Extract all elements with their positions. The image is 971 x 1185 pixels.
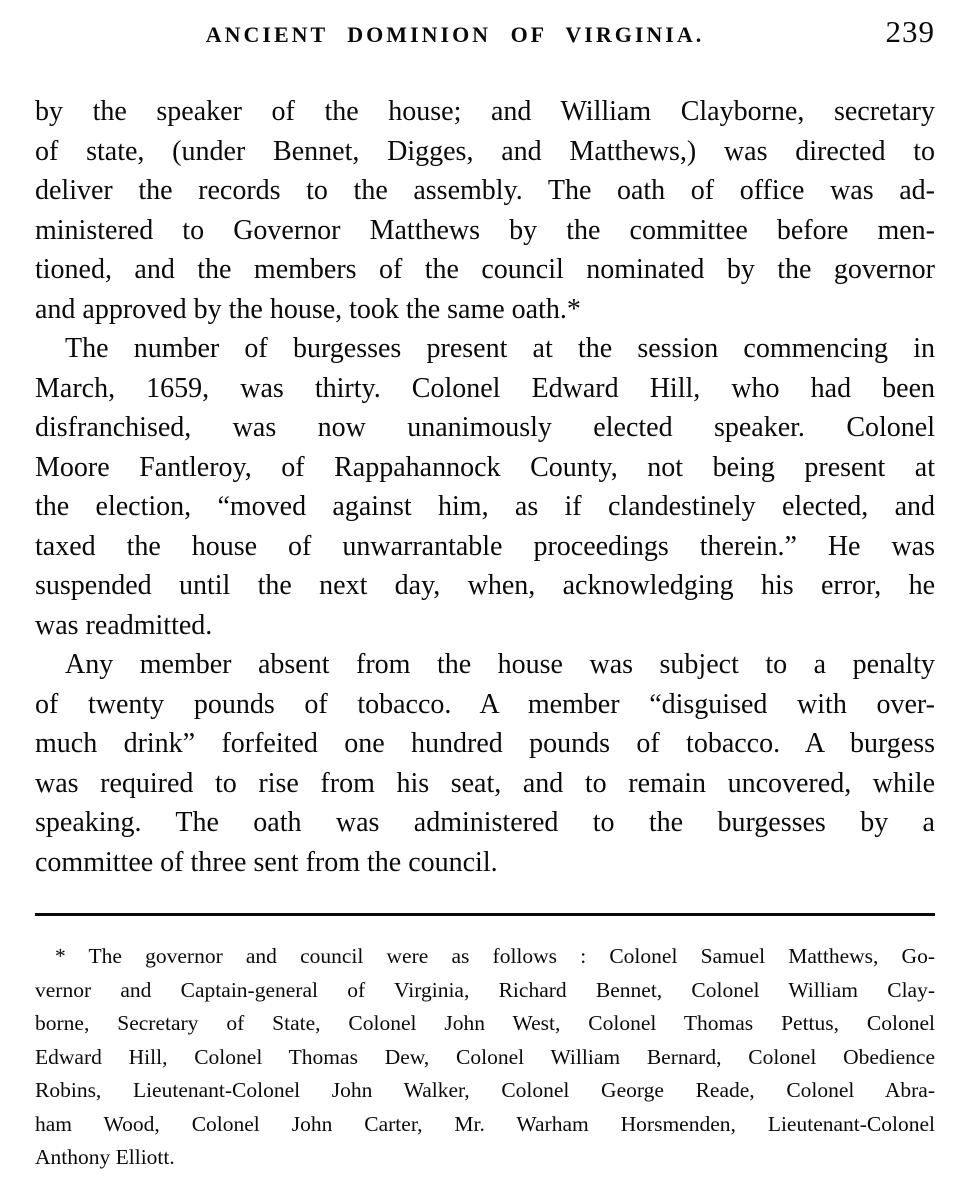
text-line: taxed the house of unwarrantable proceedings therein.” He was (35, 530, 935, 562)
text-line: disfranchised, was now unanimously elected speaker. Colonel (35, 412, 935, 443)
footnote-line: ham Wood, Colonel John Carter, Mr. Warham Horsmenden, Lieutenant-Colonel (35, 1111, 935, 1136)
text-line: much drink” forfeited one hundred pounds of tobacco. A burgess (35, 728, 935, 759)
text-line: the election, “moved against him, as if clandestinely elected, and (35, 491, 935, 522)
footnote-line: borne, Secretary of State, Colonel John West, Colonel Thomas Pettus, Colonel (35, 1011, 935, 1035)
text-line: deliver the records to the assembly. The oath of office was ad- (35, 175, 935, 206)
text-line: The number of burgesses present at the session commencing in (65, 333, 935, 364)
footnote (35, 940, 935, 1175)
footnote-line: * The governor and council were as follows : Colonel Samuel Matthews, Go- (55, 944, 935, 968)
footnote-divider (35, 913, 935, 916)
text-line: March, 1659, was thirty. Colonel Edward Hill, who had been (35, 372, 935, 404)
paragraph (35, 92, 935, 329)
text-line: ministered to Governor Matthews by the committee before men- (35, 214, 935, 246)
text-line: speaking. The oath was administered to the burgesses by a (35, 807, 935, 838)
paragraph (35, 645, 935, 882)
text-line: suspended until the next day, when, acknowledging his error, he (35, 570, 935, 601)
page-number: 239 (885, 14, 935, 49)
text-line: was readmitted. (35, 609, 213, 641)
footnote-line: Anthony Elliott. (35, 1145, 175, 1169)
text-line: Moore Fantleroy, of Rappahannock County, not being present at (35, 451, 935, 483)
footnote-line: Edward Hill, Colonel Thomas Dew, Colonel William Bernard, Colonel Obedience (35, 1044, 935, 1069)
page-header (35, 10, 935, 60)
text-line: of twenty pounds of tobacco. A member “disguised with over- (35, 688, 935, 720)
footnote-line: Robins, Lieutenant-Colonel John Walker, Colonel George Reade, Colonel Abra- (35, 1078, 935, 1102)
running-title: ANCIENT DOMINION OF VIRGINIA. (205, 22, 705, 47)
footnote-line: vernor and Captain-general of Virginia, Richard Bennet, Colonel William Clay- (35, 977, 935, 1002)
text-line: and approved by the house, took the same oath.* (35, 293, 581, 325)
text-line: tioned, and the members of the council nominated by the governor (35, 254, 935, 285)
text-line: Any member absent from the house was subject to a penalty (65, 649, 935, 680)
paragraph (35, 329, 935, 645)
text-line: by the speaker of the house; and William Clayborne, secretary (35, 96, 935, 127)
text-line: committee of three sent from the council. (35, 846, 498, 878)
text-line: of state, (under Bennet, Digges, and Matthews,) was directed to (35, 135, 935, 167)
page-body (35, 92, 935, 882)
text-line: was required to rise from his seat, and to remain uncovered, while (35, 767, 935, 799)
